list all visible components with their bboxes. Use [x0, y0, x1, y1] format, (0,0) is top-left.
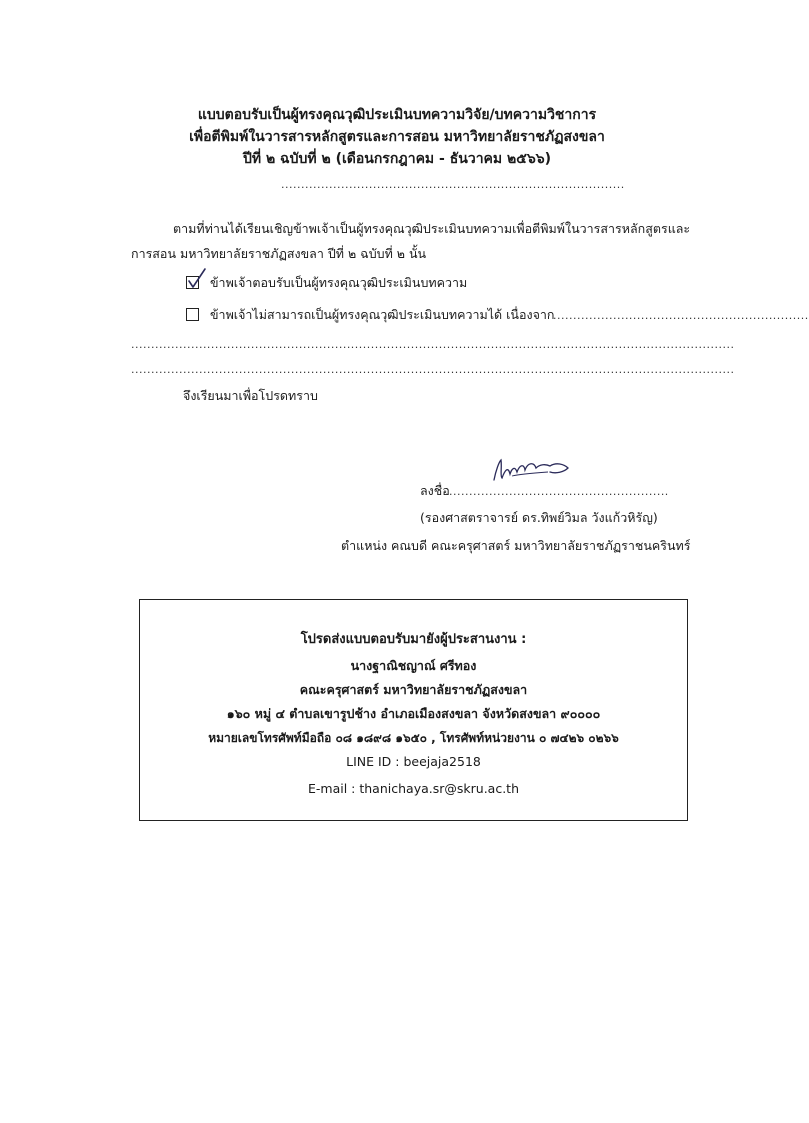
decline-reason-dots: ................................................................	[553, 309, 809, 322]
title-separator: ......................................................................................	[281, 178, 625, 191]
sign-label: ลงชื่อ	[420, 483, 450, 498]
signature-line: ........................................................	[445, 485, 669, 498]
invitation-paragraph-line-1: ตามที่ท่านได้เรียนเชิญข้าพเจ้าเป็นผู้ทรงคุณวุฒิประเมินบทความเพื่อตีพิมพ์ในวารสารหลักสูตรและ	[173, 221, 691, 236]
reason-line-1[interactable]: .......................................................................................................................................................	[131, 338, 735, 351]
invitation-paragraph-line-2: การสอน มหาวิทยาลัยราชภัฏสงขลา ปีที่ ๒ ฉบับที่ ๒ นั้น	[131, 246, 427, 261]
document-title-line-1: แบบตอบรับเป็นผู้ทรงคุณวุฒิประเมินบทความวิจัย/บทความวิชาการ	[197, 107, 597, 123]
checkmark-icon	[184, 267, 208, 291]
coordinator-contact-box	[139, 599, 688, 821]
closing-text: จึงเรียนมาเพื่อโปรดทราบ	[183, 388, 318, 403]
decline-option-label: ข้าพเจ้าไม่สามารถเป็นผู้ทรงคุณวุฒิประเมินบทความได้ เนื่องจาก	[210, 307, 555, 322]
reason-line-2[interactable]: .......................................................................................................................................................	[131, 363, 735, 376]
decline-checkbox[interactable]	[186, 308, 199, 321]
line-id-value: beejaja2518	[403, 754, 481, 769]
line-id-label: LINE ID :	[346, 754, 400, 769]
contact-heading: โปรดส่งแบบตอบรับมายังผู้ประสานงาน :	[300, 632, 527, 647]
email-row	[140, 780, 687, 798]
line-id-row	[140, 753, 687, 771]
coordinator-phones: หมายเลขโทรศัพท์มือถือ ๐๘ ๑๘๙๘ ๑๖๕๐ , โทรศัพท์หน่วยงาน ๐ ๗๔๒๖ ๐๒๖๖	[208, 731, 619, 745]
coordinator-faculty: คณะครุศาสตร์ มหาวิทยาลัยราชภัฏสงขลา	[299, 682, 528, 697]
document-title-line-2: เพื่อตีพิมพ์ในวารสารหลักสูตรและการสอน มหาวิทยาลัยราชภัฏสงขลา	[189, 129, 605, 145]
handwritten-signature	[490, 456, 580, 484]
email-value[interactable]: thanichaya.sr@skru.ac.th	[359, 781, 519, 796]
signer-position: ตำแหน่ง คณบดี คณะครุศาสตร์ มหาวิทยาลัยราชภัฏราชนครินทร์	[341, 538, 691, 553]
document-title-line-3: ปีที่ ๒ ฉบับที่ ๒ (เดือนกรกฎาคม - ธันวาคม ๒๕๖๖)	[242, 151, 552, 167]
signer-name: (รองศาสตราจารย์ ดร.ทิพย์วิมล วังแก้วหิรัญ)	[420, 510, 658, 525]
accept-checkbox[interactable]	[186, 276, 199, 289]
email-label: E-mail :	[307, 781, 356, 796]
accept-option-label: ข้าพเจ้าตอบรับเป็นผู้ทรงคุณวุฒิประเมินบทความ	[210, 275, 468, 290]
coordinator-address: ๑๖๐ หมู่ ๔ ตำบลเขารูปช้าง อำเภอเมืองสงขลา จังหวัดสงขลา ๙๐๐๐๐	[226, 706, 601, 721]
coordinator-name: นางฐาณิชญาณ์ ศรีทอง	[350, 658, 477, 673]
